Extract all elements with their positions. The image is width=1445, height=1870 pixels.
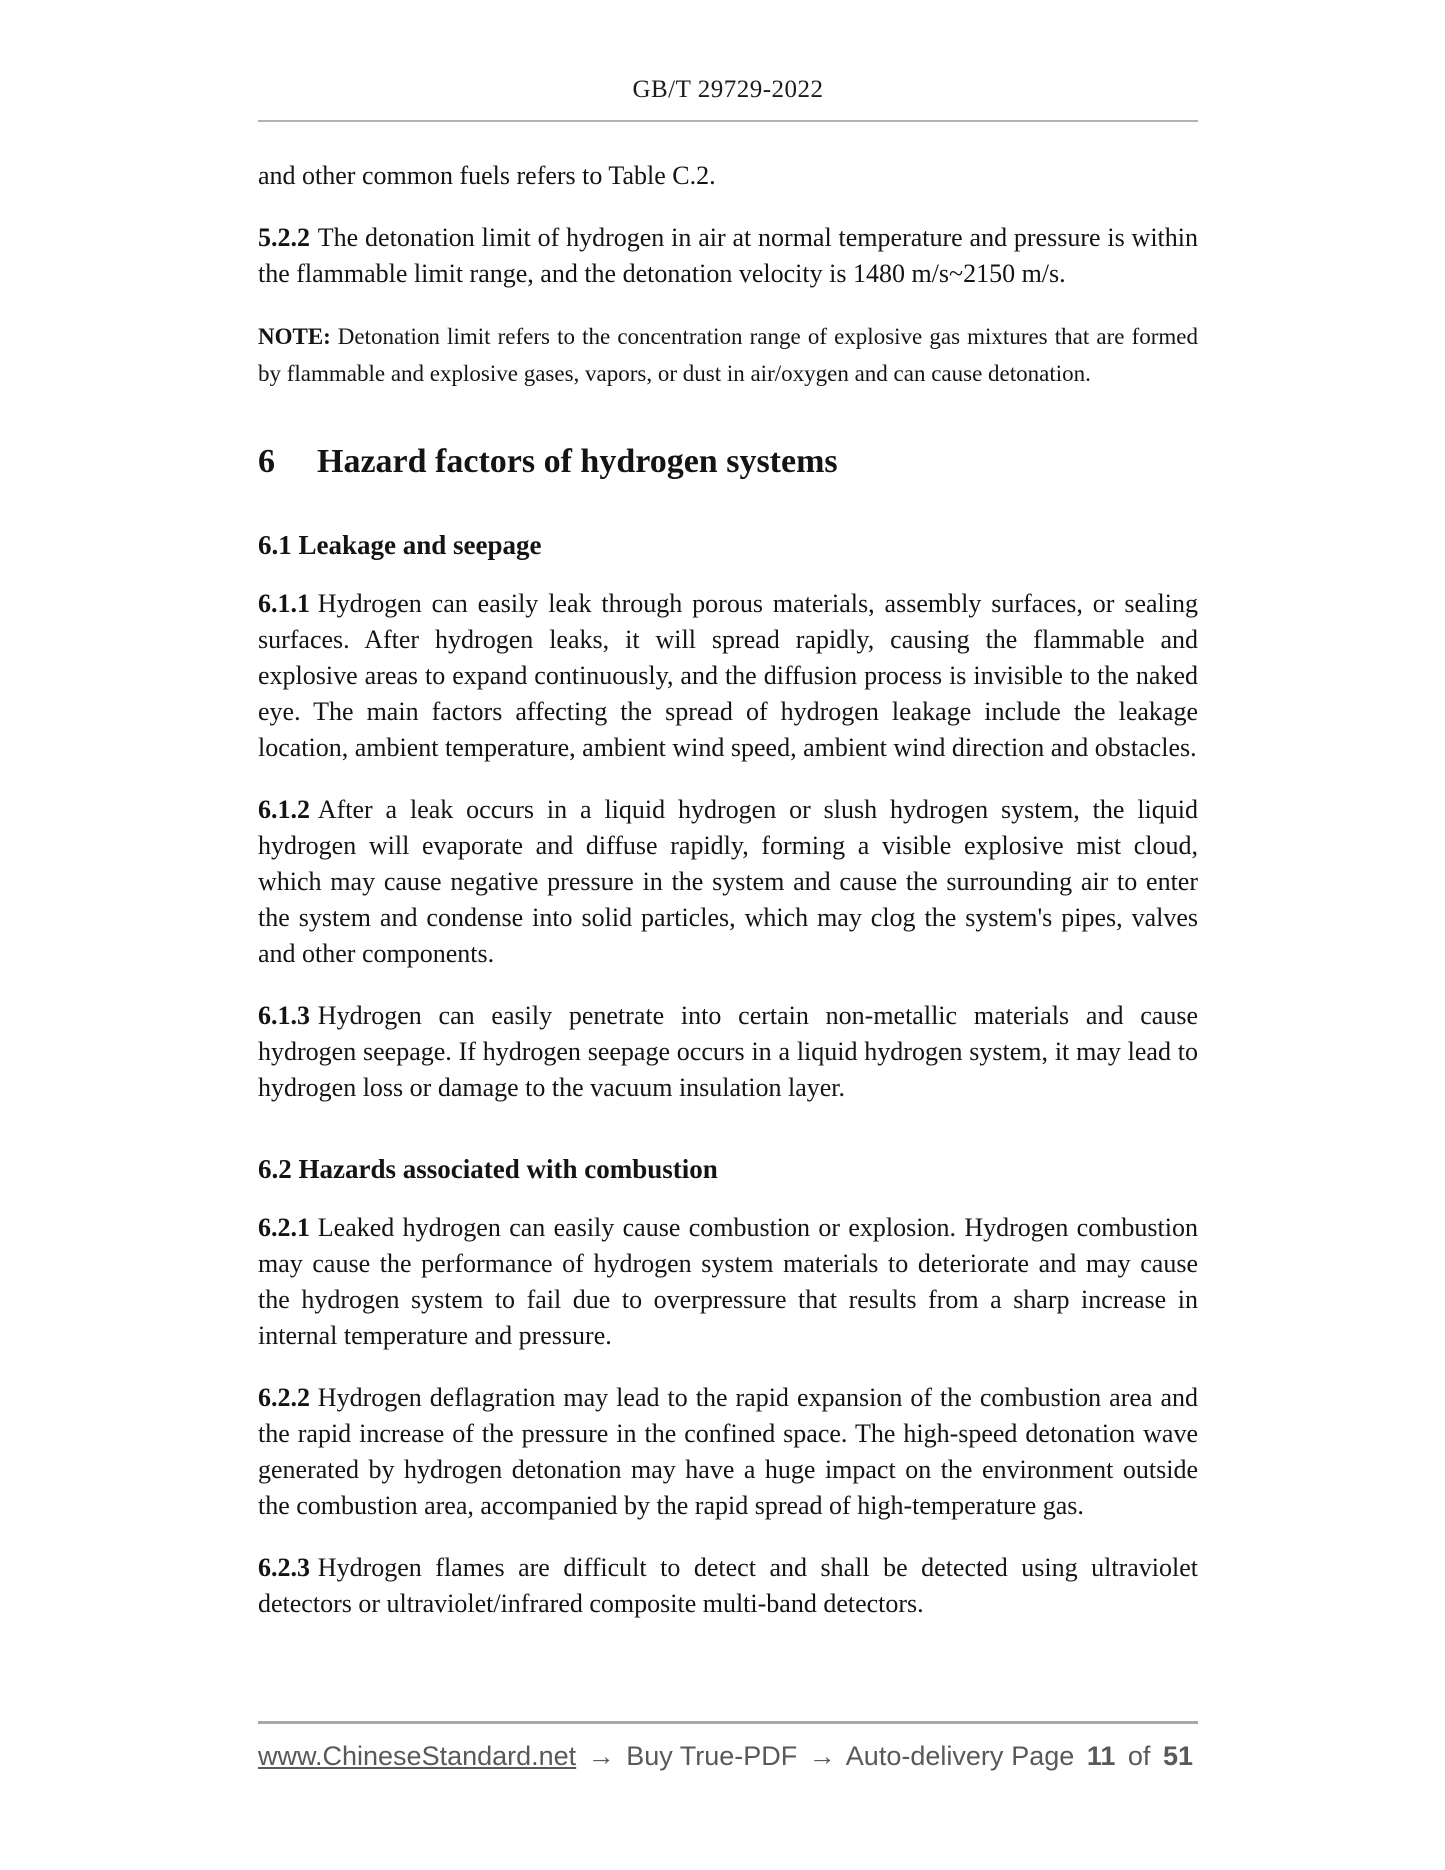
clause-number-6-2-3: 6.2.3 (258, 1553, 310, 1582)
subsection-6-1-heading: 6.1 Leakage and seepage (258, 530, 542, 560)
footer-step-buy: Buy True-PDF (626, 1741, 798, 1771)
paragraph-continuation: and other common fuels refers to Table C.2. (258, 161, 716, 190)
arrow-icon: → (808, 1741, 836, 1771)
of-word: of (1127, 1741, 1151, 1771)
clause-text-6-1-1: Hydrogen can easily leak through porous materials, assembly surfaces, or sealing surfaces. After hydrogen leaks, it will spread rapidly, causing the flammable and explosive areas to expand continuously, and the diffusion process is invisible to the naked eye. The main factors affecting the spread of hydrogen leakage include the leakage location, ambient temperature, ambient wind speed, ambient wind direction and obstacles. (258, 589, 1198, 762)
clause-text-6-2-2: Hydrogen deflagration may lead to the rapid expansion of the combustion area and the rapid increase of the pressure in the confined space. The high-speed detonation wave generated by hydrogen detonation may have a huge impact on the environment outside the combustion area, accompanied by the rapid spread of high-temperature gas. (258, 1383, 1198, 1520)
standard-number-header: GB/T 29729-2022 (632, 76, 824, 103)
clause-number-6-2-1: 6.2.1 (258, 1213, 310, 1242)
clause-text-6-1-3: Hydrogen can easily penetrate into certain non-metallic materials and cause hydrogen seepage. If hydrogen seepage occurs in a liquid hydrogen system, it may lead to hydrogen loss or damage to the vacuum insulation layer. (258, 1001, 1198, 1102)
clause-text-5-2-2: The detonation limit of hydrogen in air at normal temperature and pressure is within the flammable limit range, and the detonation velocity is 1480 m/s~2150 m/s. (258, 223, 1198, 288)
paragraph-6-1-2 (258, 792, 1198, 972)
section-6-title: Hazard factors of hydrogen systems (317, 443, 838, 480)
paragraph-5-2-2 (258, 220, 1198, 292)
paragraph-6-2-2 (258, 1380, 1198, 1524)
clause-number-6-1-2: 6.1.2 (258, 795, 310, 824)
subsection-6-2-heading: 6.2 Hazards associated with combustion (258, 1154, 718, 1184)
page-word: Page (1011, 1741, 1075, 1771)
note-label: NOTE: (258, 324, 331, 349)
page-indicator (1011, 1741, 1198, 1772)
page-footer (258, 1721, 1198, 1772)
arrow-icon: → (587, 1741, 615, 1771)
section-6-number: 6 (258, 443, 275, 480)
clause-number-5-2-2: 5.2.2 (258, 223, 310, 252)
paragraph-6-2-1 (258, 1210, 1198, 1354)
footer-source-line (258, 1741, 1003, 1772)
footer-divider (258, 1721, 1198, 1724)
website-link[interactable]: www.ChineseStandard.net (258, 1741, 577, 1771)
clause-text-6-1-2: After a leak occurs in a liquid hydrogen or slush hydrogen system, the liquid hydrogen will evaporate and diffuse rapidly, forming a visible explosive mist cloud, which may cause negative pressure in the system and cause the surrounding air to enter the system and condense into solid particles, which may clog the system's pipes, valves and other components. (258, 795, 1198, 968)
clause-number-6-1-1: 6.1.1 (258, 589, 310, 618)
note-text: Detonation limit refers to the concentration range of explosive gas mixtures that are formed by flammable and explosive gases, vapors, or dust in air/oxygen and can cause detonation. (258, 324, 1198, 386)
current-page-number: 11 (1086, 1741, 1116, 1771)
paragraph-6-2-3 (258, 1550, 1198, 1622)
footer-step-delivery: Auto-delivery (845, 1741, 1004, 1771)
clause-text-6-2-3: Hydrogen flames are difficult to detect and shall be detected using ultraviolet detectors or ultraviolet/infrared composite multi-band detectors. (258, 1553, 1198, 1618)
clause-number-6-2-2: 6.2.2 (258, 1383, 310, 1412)
clause-number-6-1-3: 6.1.3 (258, 1001, 310, 1030)
header-divider (258, 120, 1198, 122)
note-paragraph (258, 318, 1198, 392)
clause-text-6-2-1: Leaked hydrogen can easily cause combustion or explosion. Hydrogen combustion may cause the performance of hydrogen system materials to deteriorate and may cause the hydrogen system to fail due to overpressure that results from a sharp increase in internal temperature and pressure. (258, 1213, 1198, 1350)
paragraph-6-1-1 (258, 586, 1198, 766)
total-page-number: 51 (1162, 1741, 1193, 1771)
paragraph-6-1-3 (258, 998, 1198, 1106)
section-6-heading (258, 442, 1198, 482)
